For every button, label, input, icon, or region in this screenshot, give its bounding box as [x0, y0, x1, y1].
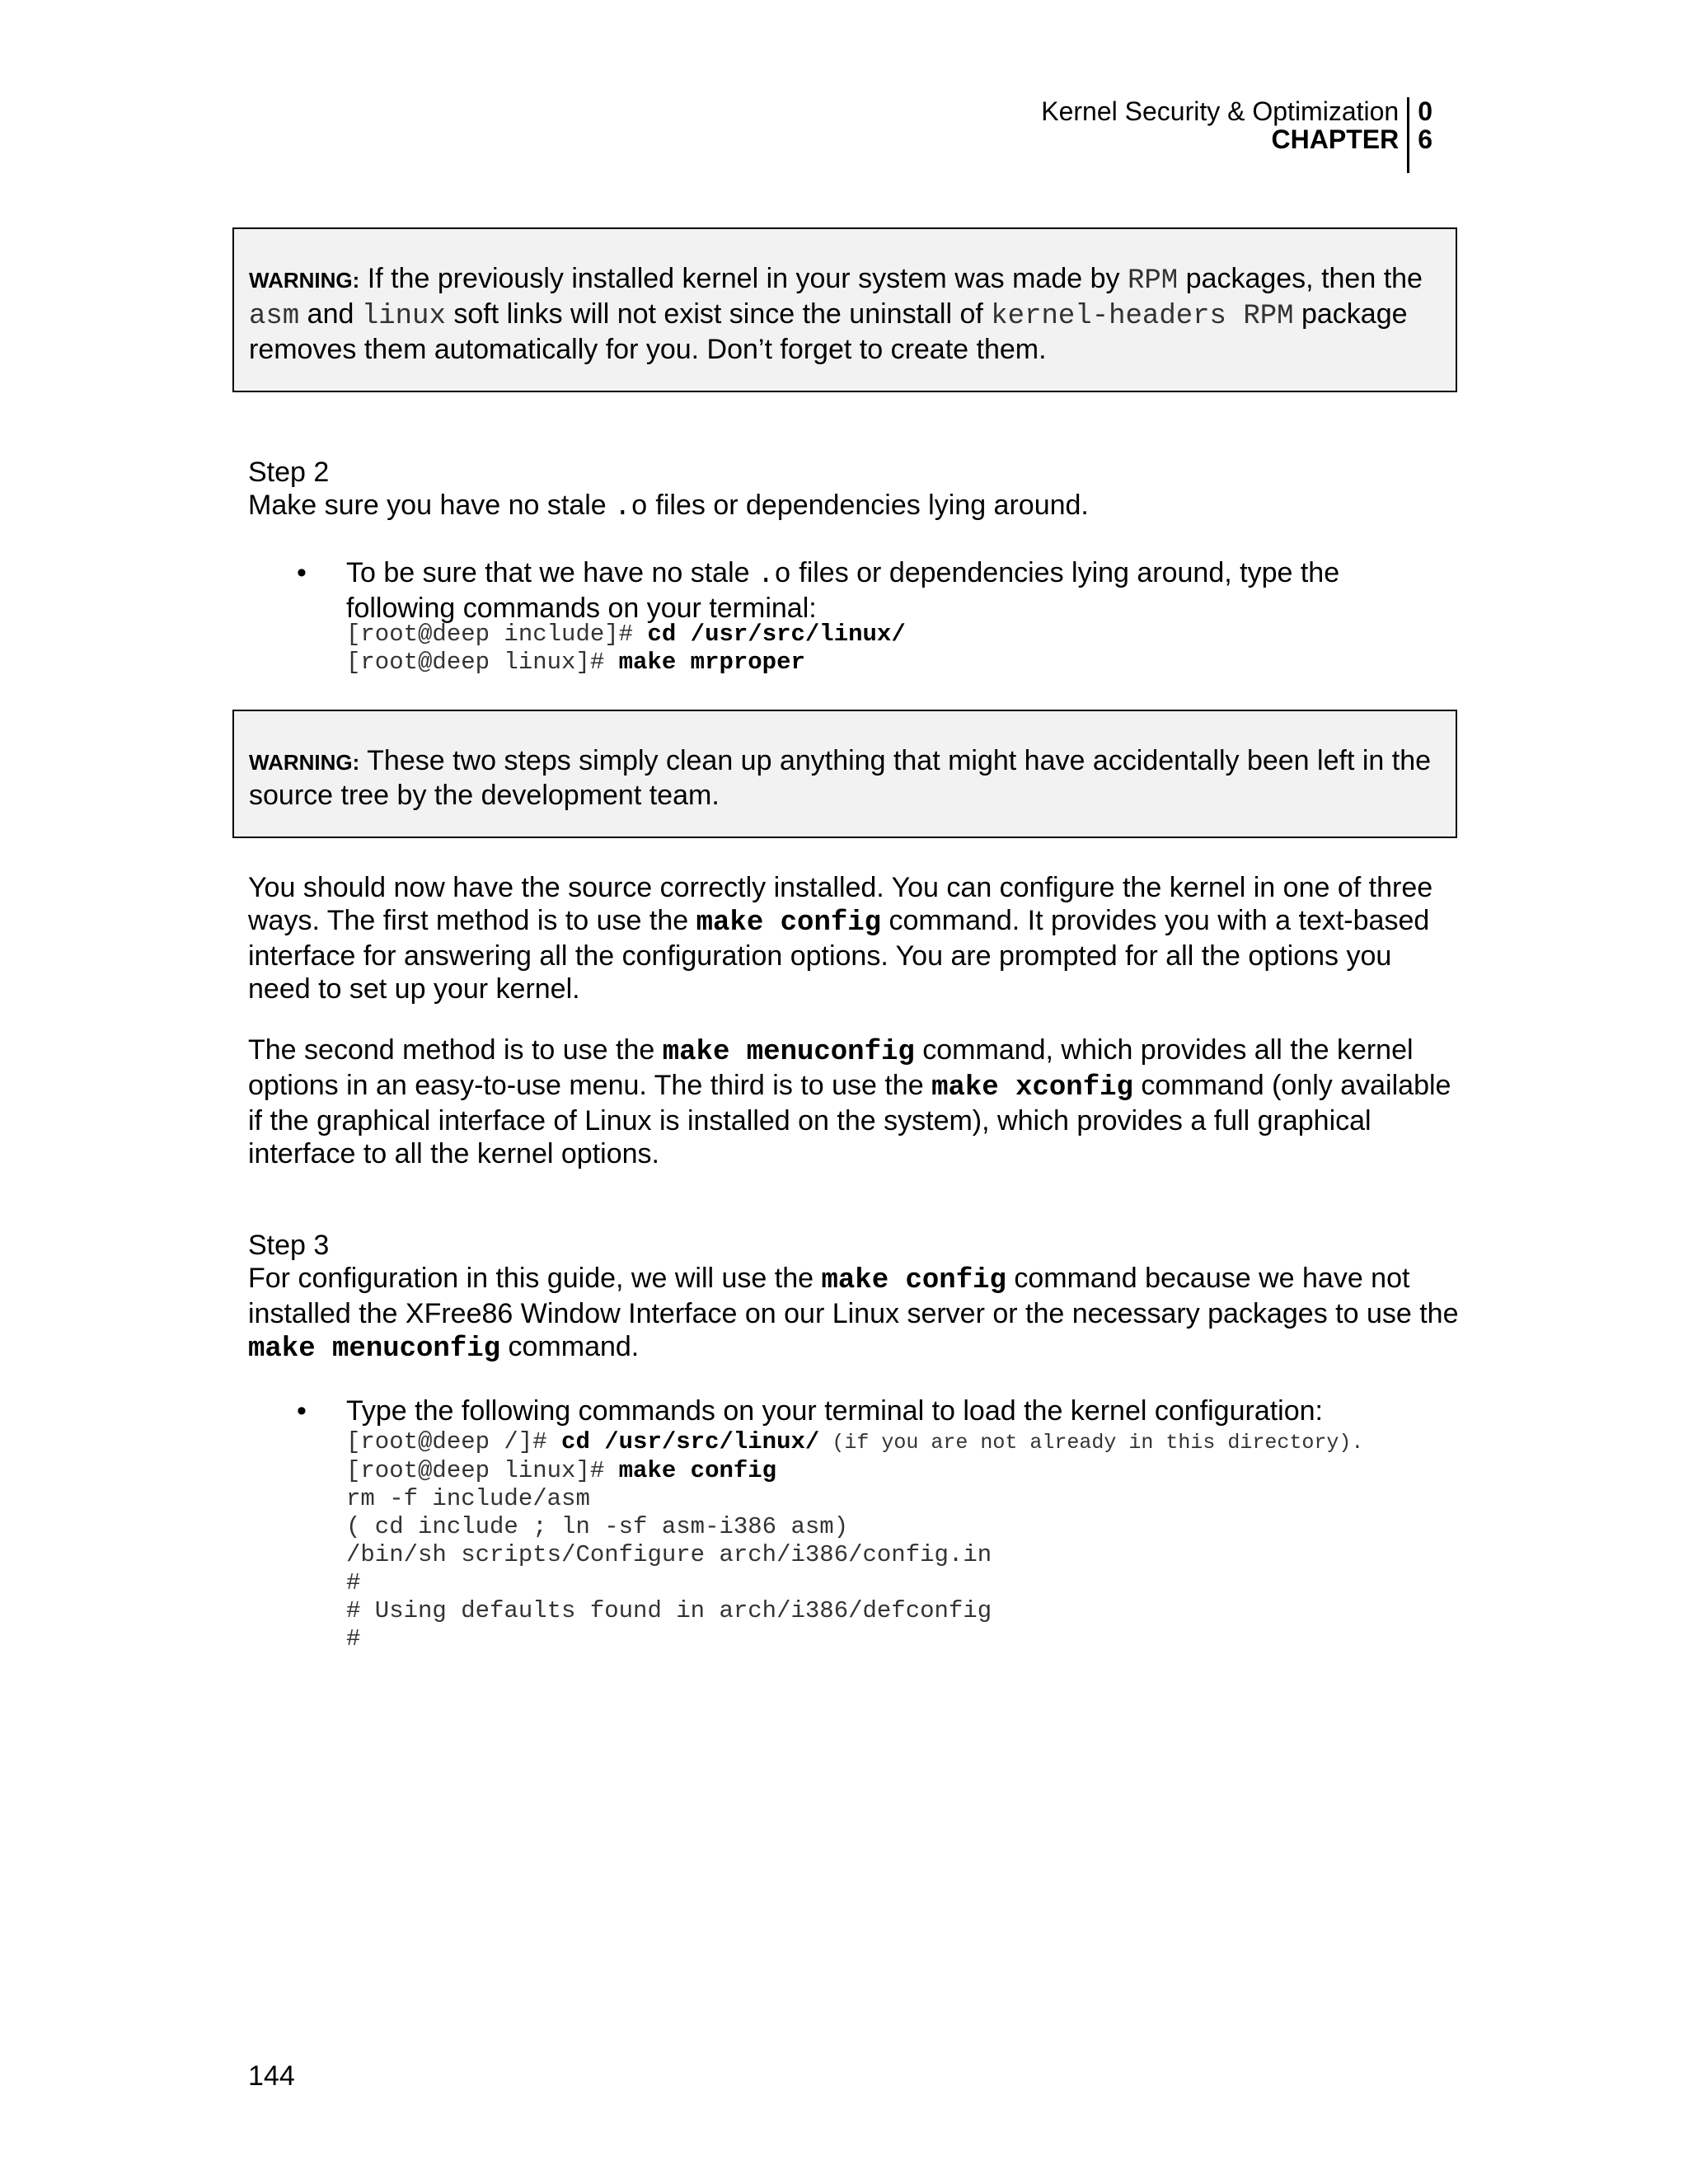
- bullet-marker: •: [297, 1395, 307, 1427]
- step-2-bullet-text: [346, 556, 1434, 625]
- warning-text: package removes them automatically for you. Don’t forget to create them.: [249, 298, 1408, 365]
- text-run: command, which provides all the kernel options in an easy-to-use menu. The third is to use the: [248, 1034, 1414, 1101]
- warning-box-1: [232, 227, 1457, 392]
- warning-box-2: [232, 710, 1457, 838]
- warning-label: WARNING:: [249, 750, 360, 775]
- bullet-marker: •: [297, 557, 307, 588]
- code-prompt: [root@deep linux]#: [346, 649, 619, 676]
- inline-code: .o: [614, 492, 648, 523]
- text-run: The second method is to use the: [248, 1034, 663, 1066]
- code-line: # Using defaults found in arch/i386/defconfig: [346, 1597, 992, 1624]
- text-run: To be sure that we have no stale: [346, 557, 757, 588]
- paragraph-1: [248, 871, 1460, 1005]
- chapter-number: [1409, 97, 1432, 153]
- warning-text: soft links will not exist since the uninstall of: [445, 298, 992, 330]
- chapter-digit-1: 0: [1418, 96, 1432, 126]
- inline-code: linux: [361, 301, 446, 332]
- chapter-digit-2: 6: [1418, 124, 1432, 154]
- step-3-code-block: [346, 1428, 1363, 1653]
- inline-code: make menuconfig: [662, 1037, 915, 1068]
- text-run: command.: [500, 1331, 640, 1362]
- code-command: cd /usr/src/linux/: [647, 621, 906, 648]
- header-chapter-label: CHAPTER: [1271, 124, 1400, 154]
- inline-code: RPM: [1127, 265, 1179, 297]
- code-line: [346, 621, 906, 649]
- page-number: 144: [248, 2060, 295, 2092]
- inline-code: asm: [249, 301, 300, 332]
- step-2-code-block: [346, 621, 906, 677]
- text-run: For configuration in this guide, we will use the: [248, 1263, 822, 1294]
- header-text: [1041, 97, 1407, 153]
- code-line: [346, 1428, 1363, 1457]
- code-prompt: [root@deep /]#: [346, 1428, 562, 1455]
- code-prompt: [root@deep include]#: [346, 621, 648, 648]
- warning-text: and: [299, 298, 362, 330]
- inline-code: make menuconfig: [248, 1333, 501, 1365]
- code-line: ( cd include ; ln -sf asm-i386 asm): [346, 1513, 849, 1540]
- code-line: rm -f include/asm: [346, 1485, 590, 1512]
- running-header: [1041, 97, 1432, 173]
- text-run: command (only available if the graphical interface of Linux is installed on the system), which provides a full graphical interface to all the kernel options.: [248, 1070, 1451, 1169]
- text-run: files or dependencies lying around.: [647, 490, 1089, 521]
- step-2-title: Step 2: [248, 457, 330, 488]
- step-3-title: Step 3: [248, 1230, 330, 1261]
- code-line: [346, 1457, 1363, 1485]
- code-line: /bin/sh scripts/Configure arch/i386/config.in: [346, 1541, 992, 1568]
- step-2-text: [248, 489, 1460, 524]
- code-command: make mrproper: [618, 649, 805, 676]
- inline-code: .o: [757, 560, 791, 591]
- warning-text: packages, then the: [1178, 263, 1423, 294]
- warning-text: If the previously installed kernel in your system was made by: [359, 263, 1128, 294]
- code-command: make config: [618, 1457, 777, 1484]
- step-3-text: [248, 1262, 1460, 1366]
- code-line: #: [346, 1569, 361, 1596]
- text-run: files or dependencies lying around, type the following commands on your terminal:: [346, 557, 1340, 624]
- inline-code: kernel-headers RPM: [991, 301, 1294, 332]
- inline-code: make config: [821, 1265, 1006, 1296]
- inline-code: make config: [696, 907, 882, 939]
- code-line: [346, 649, 906, 677]
- step-2-section: [248, 456, 1460, 524]
- paragraph-2: [248, 1033, 1460, 1170]
- warning-label: WARNING:: [249, 268, 360, 293]
- text-run: Make sure you have no stale: [248, 490, 615, 521]
- header-title: Kernel Security & Optimization: [1041, 96, 1400, 126]
- code-command: cd /usr/src/linux/: [561, 1428, 820, 1455]
- warning-text: These two steps simply clean up anything that might have accidentally been left in the source tree by the development team.: [249, 745, 1432, 811]
- code-line: #: [346, 1625, 361, 1652]
- step-3-section: [248, 1229, 1460, 1366]
- text-run: command. It provides you with a text-based interface for answering all the configuration options. You are prompted for all the options you need to set up your kernel.: [248, 905, 1430, 1005]
- inline-code: make xconfig: [931, 1072, 1133, 1104]
- code-note: (if you are not already in this directory).: [819, 1431, 1364, 1455]
- step-3-bullet-text: Type the following commands on your terminal to load the kernel configuration:: [346, 1395, 1323, 1427]
- text-run: command because we have not installed the XFree86 Window Interface on our Linux server or the necessary packages to use the: [248, 1263, 1459, 1329]
- code-prompt: [root@deep linux]#: [346, 1457, 619, 1484]
- text-run: You should now have the source correctly installed. You can configure the kernel in one of three ways. The first method is to use the: [248, 872, 1433, 936]
